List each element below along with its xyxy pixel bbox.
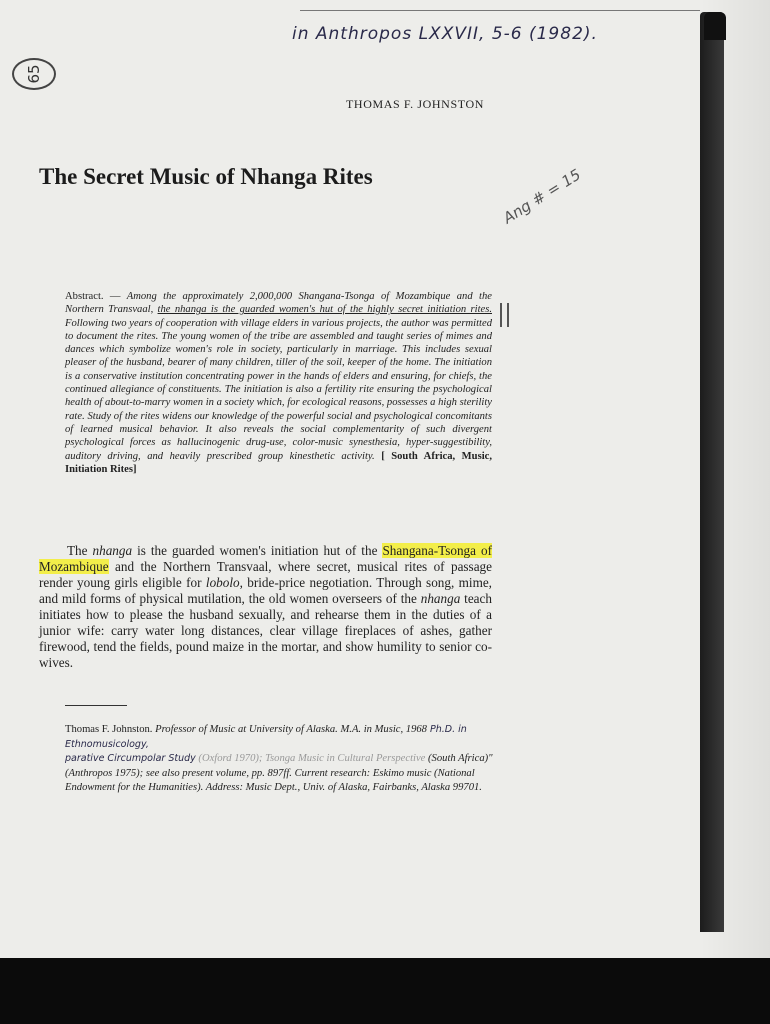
- term-lobolo: lobolo: [205, 575, 240, 590]
- footnote-author-name: Thomas F. Johnston.: [65, 724, 153, 735]
- footnote-rule: [65, 705, 127, 706]
- page-number-circle: [12, 58, 56, 90]
- body-paragraph: [39, 543, 492, 671]
- body-text-1: The: [67, 543, 93, 558]
- abstract-text-2: Following two years of cooperation with village elders in various projects, the author was permitted to document the rites. The young women of the tribe are assembled and taught series of mimes and dances which symbolize women's role in society, particularly in marriage. This includes sexual pleaser of the husband, bearer of many children, tiller of the soil, keeper of the home. The initiation is a conservative institution concentrating power in the hands of elders and ensuring, for chiefs, the continued allegiance of constituents. The initiation is also a fertility rite ensuring the psychological health of about-to-marry women in a society which, for ecological reasons, possesses a high sterility rate. Study of the rites widens our knowledge of the powerful social and psychological concomitants of learned musical behavior. It also reveals the social complementarity of such divergent psychological forces as hallucinogenic drug-use, color-music synesthesia, hyper-suggestibility, auditory driving, and heavily prescribed group kinesthetic activity.: [65, 317, 492, 462]
- body-text-3: and the Northern Transvaal, where secret, musical rites of passage render young girls eligible for: [39, 559, 492, 590]
- author-footnote: [65, 723, 493, 796]
- author-header: THOMAS F. JOHNSTON: [346, 97, 484, 111]
- binding-clip: [704, 12, 726, 40]
- body-text-5: teach initiates how to please the husband sexually, and rehearse them in the duties of a junior wife: carry water long distances, clear village fireplaces of ashes, gather firewood, tend the fields, pound maize in the mortar, and show humility to senior co-wives.: [39, 591, 492, 670]
- abstract-underlined: the nhanga is the guarded women's hut of the highly secret initiation rites.: [157, 304, 492, 316]
- page-number-text: 65: [25, 64, 43, 84]
- abstract-text-1: Among the approximately 2,000,000 Shangana-Tsonga of Mozambique and the Northern Transvaal,: [65, 291, 492, 316]
- term-nhanga: nhanga: [92, 543, 133, 558]
- handwritten-margin-note: Ang # = 15: [500, 165, 585, 228]
- footnote-faded-text: (Oxford 1970); Tsonga Music in Cultural Perspective: [195, 753, 426, 765]
- term-nhanga-2: nhanga: [420, 591, 461, 606]
- highlighted-text: Shangana-Tsonga of Mozambique: [39, 543, 492, 574]
- footnote-text-1: Professor of Music at University of Alaska. M.A. in Music, 1968: [152, 724, 427, 735]
- abstract-label: Abstract. —: [65, 291, 121, 302]
- top-edge-line: [300, 10, 700, 11]
- abstract-keywords: [ South Africa, Music, Initiation Rites]: [65, 450, 492, 475]
- abstract: [65, 290, 492, 476]
- body-text-2: is the guarded women's initiation hut of the: [132, 543, 383, 558]
- article-title: The Secret Music of Nhanga Rites: [39, 164, 373, 189]
- binding-edge: [700, 12, 724, 932]
- body-text-4: , bride-price negotiation. Through song, mime, and mild forms of physical mutilation, the old women overseers of the: [39, 575, 492, 606]
- footnote-handwriting-2: parative Circumpolar Study: [65, 753, 196, 765]
- footnote-handwriting-1: Ph.D. in Ethnomusicology,: [65, 724, 467, 750]
- margin-bracket-mark: [500, 303, 509, 327]
- handwritten-citation: in Anthropos LXXVII, 5-6 (1982).: [292, 24, 598, 44]
- footnote-text-3: (South Africa)" (Anthropos 1975); see also present volume, pp. 897ff. Current research: Eskimo music (National Endowment for the Humanities). Address: Music Dept., Univ. of Alaska, Fairbanks, Alaska 99701.: [65, 753, 493, 794]
